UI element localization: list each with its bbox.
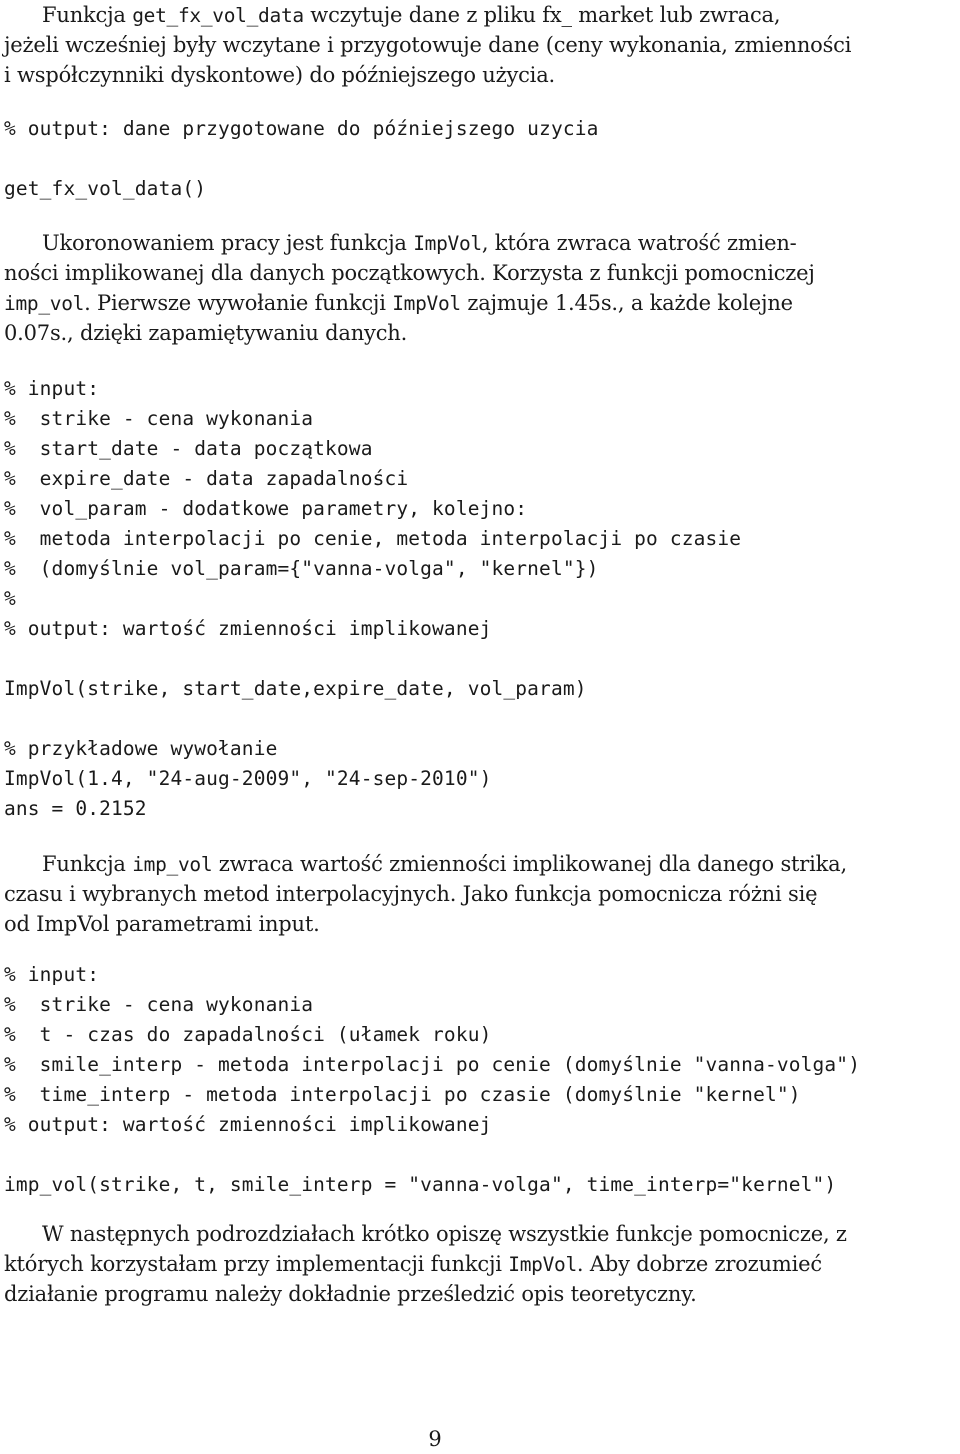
code-line: get_fx_vol_data() xyxy=(4,177,207,200)
text-run: wczytuje dane z pliku fx_ market lub zwraca, xyxy=(303,3,781,27)
text-run: . Pierwsze wywołanie funkcji xyxy=(84,291,393,315)
code-line: imp_vol(strike, t, smile_interp = "vanna-volga", time_interp="kernel") xyxy=(4,1173,837,1196)
code-line: % time_interp - metoda interpolacji po czasie (domyślnie "kernel") xyxy=(4,1083,801,1106)
text-line: i współczynniki dyskontowe) do późniejszego użycia. xyxy=(4,63,555,87)
code-line: % input: xyxy=(4,963,100,986)
inline-code: ImpVol xyxy=(413,232,482,255)
text-line xyxy=(4,288,884,318)
text-run: . Aby dobrze zrozumieć xyxy=(576,1252,822,1276)
code-line: % (domyślnie vol_param={"vanna-volga", "kernel"}) xyxy=(4,557,599,580)
code-line xyxy=(4,644,960,674)
text-line: działanie programu należy dokładnie prześledzić opis teoretyczny. xyxy=(4,1282,697,1306)
text-run: których korzystałam przy implementacji funkcji xyxy=(4,1252,509,1276)
text-line: ności implikowanej dla danych początkowych. Korzysta z funkcji pomocniczej xyxy=(4,261,815,285)
paragraph-helper-functions xyxy=(4,1219,884,1309)
text-run: Ukoronowaniem pracy jest funkcja xyxy=(42,231,414,255)
text-line: W następnych podrozdziałach krótko opiszę wszystkie funkcje pomocnicze, z xyxy=(42,1222,847,1246)
text-run: , która zwraca watrość zmien- xyxy=(481,231,797,255)
text-run: zwraca wartość zmienności implikowanej dla danego strika, xyxy=(212,852,847,876)
code-line: ImpVol(strike, start_date,expire_date, vol_param) xyxy=(4,677,587,700)
code-line: % smile_interp - metoda interpolacji po cenie (domyślnie "vanna-volga") xyxy=(4,1053,861,1076)
text-line: od ImpVol parametrami input. xyxy=(4,912,320,936)
code-line: % start_date - data początkowa xyxy=(4,437,373,460)
code-line: % xyxy=(4,587,16,610)
code-line: % output: dane przygotowane do późniejszego uzycia xyxy=(4,117,599,140)
code-line xyxy=(4,1140,960,1170)
code-block-imp-vol xyxy=(4,960,960,1200)
text-line xyxy=(4,0,884,30)
code-line: ImpVol(1.4, "24-aug-2009", "24-sep-2010") xyxy=(4,767,492,790)
code-line: % expire_date - data zapadalności xyxy=(4,467,409,490)
paragraph-get-fx-vol-data xyxy=(4,0,884,90)
paragraph-imp-vol xyxy=(4,849,884,939)
inline-code: imp_vol xyxy=(132,853,213,876)
code-line: % strike - cena wykonania xyxy=(4,407,314,430)
inline-code: ImpVol xyxy=(508,1253,577,1276)
code-line: % output: wartość zmienności implikowanej xyxy=(4,617,492,640)
code-line xyxy=(4,704,960,734)
text-line: jeżeli wcześniej były wczytane i przygotowuje dane (ceny wykonania, zmienności xyxy=(4,33,852,57)
text-run: zajmuje 1.45s., a każde kolejne xyxy=(460,291,793,315)
text-line xyxy=(4,1249,884,1279)
text-run: Funkcja xyxy=(42,852,133,876)
text-line: czasu i wybranych metod interpolacyjnych. Jako funkcja pomocnicza różni się xyxy=(4,882,818,906)
inline-code: get_fx_vol_data xyxy=(132,4,304,27)
code-line: % strike - cena wykonania xyxy=(4,993,314,1016)
inline-code: ImpVol xyxy=(392,292,461,315)
text-line: 0.07s., dzięki zapamiętywaniu danych. xyxy=(4,321,408,345)
code-line: % t - czas do zapadalności (ułamek roku) xyxy=(4,1023,492,1046)
code-line: % metoda interpolacji po cenie, metoda interpolacji po czasie xyxy=(4,527,742,550)
inline-code: imp_vol xyxy=(4,292,85,315)
code-line: ans = 0.2152 xyxy=(4,797,147,820)
code-block-get-fx-vol-data xyxy=(4,114,960,204)
text-line xyxy=(4,228,884,258)
code-line: % input: xyxy=(4,377,100,400)
code-line: % output: wartość zmienności implikowanej xyxy=(4,1113,492,1136)
paragraph-impvol xyxy=(4,228,884,348)
text-run: Funkcja xyxy=(42,3,133,27)
code-line xyxy=(4,144,960,174)
page-number: 9 xyxy=(428,1427,442,1451)
code-line: % vol_param - dodatkowe parametry, kolejno: xyxy=(4,497,528,520)
text-line xyxy=(4,849,884,879)
code-block-impvol xyxy=(4,374,960,824)
code-line: % przykładowe wywołanie xyxy=(4,737,278,760)
